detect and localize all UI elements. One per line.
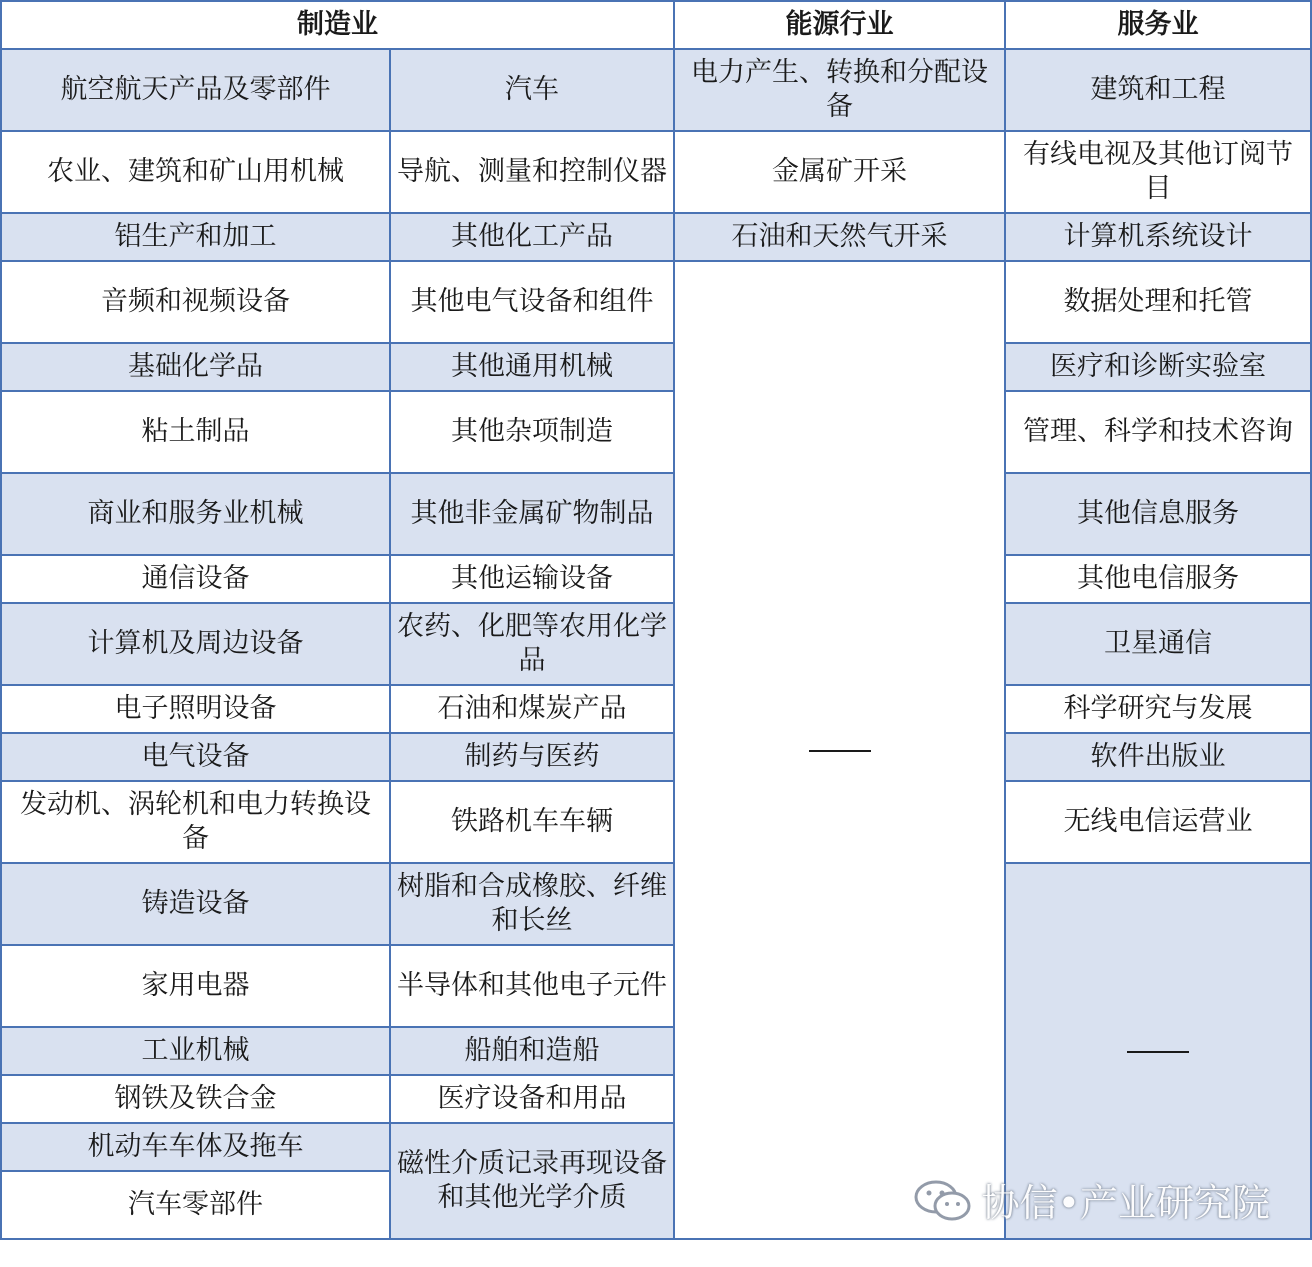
cell-energy: 电力产生、转换和分配设备 — [674, 49, 1005, 131]
energy-empty-cell — [674, 261, 1005, 1239]
cell-service: 其他信息服务 — [1005, 473, 1311, 555]
cell-service: 软件出版业 — [1005, 733, 1311, 781]
cell-service: 有线电视及其他订阅节目 — [1005, 131, 1311, 213]
cell-mfg1: 钢铁及铁合金 — [1, 1075, 390, 1123]
cell-mfg2: 汽车 — [390, 49, 674, 131]
cell-mfg2: 石油和煤炭产品 — [390, 685, 674, 733]
cell-mfg1: 计算机及周边设备 — [1, 603, 390, 685]
empty-dash — [1127, 1051, 1189, 1053]
cell-mfg1: 商业和服务业机械 — [1, 473, 390, 555]
cell-mfg2: 船舶和造船 — [390, 1027, 674, 1075]
cell-energy: 金属矿开采 — [674, 131, 1005, 213]
wechat-icon — [912, 1178, 974, 1222]
cell-mfg2: 制药与医药 — [390, 733, 674, 781]
cell-mfg2: 导航、测量和控制仪器 — [390, 131, 674, 213]
cell-mfg2: 其他杂项制造 — [390, 391, 674, 473]
cell-service: 管理、科学和技术咨询 — [1005, 391, 1311, 473]
cell-mfg1: 铝生产和加工 — [1, 213, 390, 261]
cell-mfg1: 农业、建筑和矿山用机械 — [1, 131, 390, 213]
cell-service: 计算机系统设计 — [1005, 213, 1311, 261]
cell-mfg1: 汽车零部件 — [1, 1171, 390, 1239]
cell-mfg2: 磁性介质记录再现设备和其他光学介质 — [390, 1123, 674, 1239]
cell-service: 其他电信服务 — [1005, 555, 1311, 603]
cell-energy: 石油和天然气开采 — [674, 213, 1005, 261]
cell-mfg1: 粘土制品 — [1, 391, 390, 473]
cell-mfg1: 工业机械 — [1, 1027, 390, 1075]
cell-mfg1: 航空航天产品及零部件 — [1, 49, 390, 131]
cell-mfg2: 其他非金属矿物制品 — [390, 473, 674, 555]
cell-service: 无线电信运营业 — [1005, 781, 1311, 863]
cell-mfg1: 铸造设备 — [1, 863, 390, 945]
cell-mfg1: 音频和视频设备 — [1, 261, 390, 343]
cell-service: 数据处理和托管 — [1005, 261, 1311, 343]
watermark — [912, 1172, 1270, 1227]
header-manufacturing: 制造业 — [1, 1, 674, 49]
cell-mfg2: 其他电气设备和组件 — [390, 261, 674, 343]
cell-mfg2: 其他化工产品 — [390, 213, 674, 261]
cell-mfg1: 发动机、涡轮机和电力转换设备 — [1, 781, 390, 863]
cell-service: 医疗和诊断实验室 — [1005, 343, 1311, 391]
cell-mfg2: 树脂和合成橡胶、纤维和长丝 — [390, 863, 674, 945]
cell-mfg1: 机动车车体及拖车 — [1, 1123, 390, 1171]
cell-mfg1: 通信设备 — [1, 555, 390, 603]
cell-mfg1: 家用电器 — [1, 945, 390, 1027]
cell-mfg2: 医疗设备和用品 — [390, 1075, 674, 1123]
cell-mfg2: 农药、化肥等农用化学品 — [390, 603, 674, 685]
cell-service: 科学研究与发展 — [1005, 685, 1311, 733]
watermark-text: 协信•产业研究院 — [981, 1181, 1270, 1225]
cell-mfg2: 半导体和其他电子元件 — [390, 945, 674, 1027]
cell-mfg2: 其他通用机械 — [390, 343, 674, 391]
cell-mfg2: 铁路机车车辆 — [390, 781, 674, 863]
empty-dash — [809, 750, 871, 752]
header-services: 服务业 — [1005, 1, 1311, 49]
cell-service: 建筑和工程 — [1005, 49, 1311, 131]
header-energy: 能源行业 — [674, 1, 1005, 49]
cell-mfg1: 电子照明设备 — [1, 685, 390, 733]
cell-mfg1: 电气设备 — [1, 733, 390, 781]
cell-mfg1: 基础化学品 — [1, 343, 390, 391]
cell-mfg2: 其他运输设备 — [390, 555, 674, 603]
cell-service: 卫星通信 — [1005, 603, 1311, 685]
